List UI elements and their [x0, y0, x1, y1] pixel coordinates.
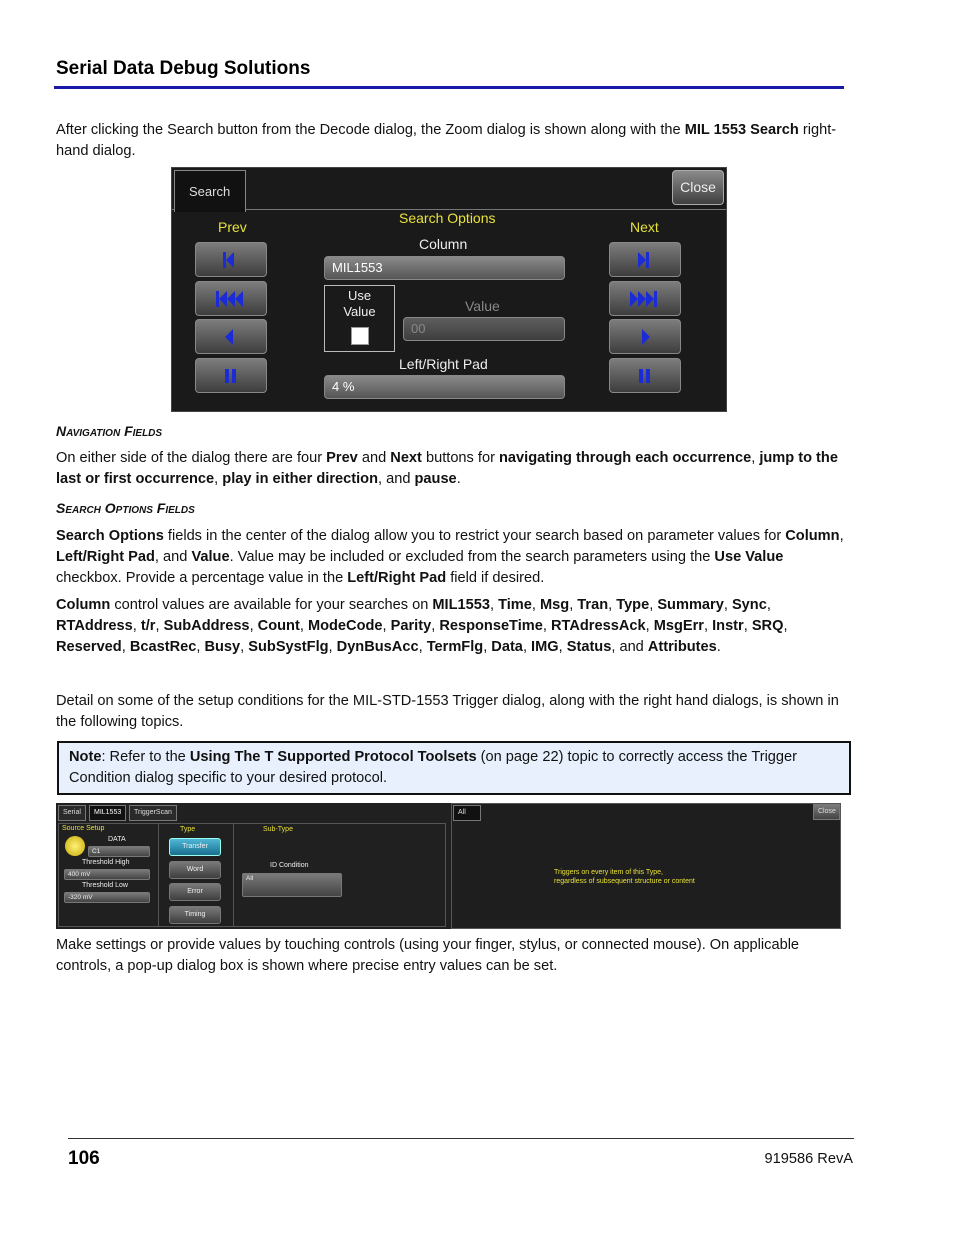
- column-value: RTAdressAck: [550, 618, 646, 634]
- pad-label: Left/Right Pad: [399, 356, 488, 372]
- use-value-control[interactable]: [324, 285, 395, 352]
- intro-text-2: right-hand dialog.: [56, 122, 837, 159]
- page-title: Serial Data Debug Solutions: [56, 58, 311, 79]
- footer-rule: [68, 1138, 854, 1139]
- search-tab-strip: [172, 168, 726, 210]
- first-occurrence-button[interactable]: [195, 281, 267, 316]
- threshold-high-label: Threshold High: [82, 859, 130, 866]
- column-value: t/r: [140, 618, 156, 634]
- trigger-message-line-2: regardless of subsequent structure or content: [554, 878, 695, 885]
- column-label: Column: [419, 236, 468, 252]
- data-label: DATA: [108, 836, 126, 843]
- play-left-icon: [212, 327, 252, 347]
- closing-paragraph: Make settings or provide values by touching controls (using your finger, stylus, or connected mouse). On applicable controls, a pop-up dialog box is shown where precise entry values can be set.: [56, 937, 800, 974]
- prev-step-button[interactable]: [195, 242, 267, 277]
- column-values-paragraph: Column control values are available for your searches on MIL1553, Time, Msg, Tran, Type, Summary, Sync, RTAddress, t/r, SubAddress, Count, ModeCode, Parity, ResponseTime, RTAdressAck, MsgErr, Instr, SRQ, Reserved, BcastRec, Busy, SubSystFlg, DynBusAcc, TermFlg, Data, IMG, Status, and Attributes.: [56, 597, 788, 655]
- id-condition-field[interactable]: All: [242, 873, 342, 897]
- play-forward-button[interactable]: [609, 319, 681, 354]
- search-tab[interactable]: Search: [174, 170, 246, 212]
- play-backward-button[interactable]: [195, 319, 267, 354]
- value-label: Value: [465, 298, 500, 314]
- threshold-low-label: Threshold Low: [82, 882, 128, 889]
- divider: [233, 823, 234, 927]
- trigger-tab-serial[interactable]: Serial: [58, 805, 86, 821]
- threshold-low-field[interactable]: -320 mV: [64, 892, 150, 903]
- source-channel-icon: [65, 836, 85, 856]
- type-transfer-button[interactable]: Transfer: [169, 838, 221, 856]
- subtype-label: Sub-Type: [263, 826, 293, 833]
- title-rule: [54, 86, 844, 89]
- search-options-label: Search Options: [399, 210, 496, 226]
- column-value: BcastRec: [129, 639, 197, 655]
- column-value: TermFlg: [426, 639, 484, 655]
- search-options-heading: Search Options Fields: [56, 500, 195, 516]
- note-link[interactable]: Using The T Supported Protocol Toolsets: [189, 749, 477, 765]
- page-number: 106: [68, 1148, 100, 1169]
- navigation-fields-paragraph: On either side of the dialog there are four Prev and Next buttons for navigating through each occurrence, jump to the last or first occurrence, play in either direction, and pause.: [56, 450, 838, 487]
- trigger-tab-triggerscan[interactable]: TriggerScan: [129, 805, 177, 821]
- column-value: ResponseTime: [439, 618, 543, 634]
- source-field[interactable]: C1: [88, 846, 150, 857]
- trigger-message-line-1: Triggers on every item of this Type,: [554, 869, 663, 876]
- column-value: ModeCode: [307, 618, 383, 634]
- column-field[interactable]: MIL1553: [324, 256, 565, 280]
- column-value: Data: [491, 639, 523, 655]
- close-button[interactable]: Close: [672, 170, 724, 205]
- use-value-checkbox[interactable]: [351, 327, 369, 345]
- jump-last-icon: [626, 289, 666, 309]
- jump-first-icon: [212, 289, 252, 309]
- trigger-right-panel: [451, 803, 841, 929]
- prev-label: Prev: [218, 219, 247, 235]
- column-value: Summary: [657, 597, 724, 613]
- column-value: Time: [498, 597, 532, 613]
- column-value: Msg: [540, 597, 570, 613]
- pause-icon: [212, 366, 252, 386]
- divider: [158, 823, 159, 927]
- note-label: Note: [69, 749, 102, 765]
- step-forward-icon: [626, 250, 666, 270]
- column-value: IMG: [531, 639, 559, 655]
- value-field[interactable]: 00: [403, 317, 565, 341]
- source-setup-label: Source Setup: [62, 825, 105, 832]
- column-value: MIL1553: [432, 597, 490, 613]
- pause-icon: [626, 366, 666, 386]
- step-back-icon: [212, 250, 252, 270]
- intro-bold-1: MIL 1553 Search: [684, 122, 799, 138]
- intro-text-1: After clicking the Search button from the Decode dialog, the Zoom dialog is shown along with the: [56, 122, 685, 138]
- navigation-fields-heading: Navigation Fields: [56, 423, 163, 439]
- column-value: MsgErr: [653, 618, 704, 634]
- column-value: SRQ: [751, 618, 784, 634]
- search-dialog: [171, 167, 727, 412]
- column-values-list: MIL1553, Time, Msg, Tran, Type, Summary, Sync, RTAddress, t/r, SubAddress, Count, ModeCode, Parity, ResponseTime, RTAdressAck, MsgErr, Instr, SRQ, Reserved, BcastRec, Busy, SubSystFlg, DynBusAcc, TermFlg, Data, IMG, Status: [56, 597, 788, 655]
- next-label: Next: [630, 219, 659, 235]
- column-value: SubSystFlg: [248, 639, 329, 655]
- trigger-dialog-screenshot: [56, 803, 841, 929]
- type-timing-button[interactable]: Timing: [169, 906, 221, 924]
- type-error-button[interactable]: Error: [169, 883, 221, 901]
- detail-paragraph: Detail on some of the setup conditions for the MIL-STD-1553 Trigger dialog, along with the right hand dialogs, is shown in the following topics.: [56, 693, 839, 730]
- column-value: Reserved: [56, 639, 122, 655]
- column-value: Busy: [204, 639, 241, 655]
- column-value: RTAddress: [56, 618, 133, 634]
- type-word-button[interactable]: Word: [169, 861, 221, 879]
- next-step-button[interactable]: [609, 242, 681, 277]
- column-value: SubAddress: [163, 618, 250, 634]
- id-condition-label: ID Condition: [270, 862, 309, 869]
- trigger-tab-mil1553[interactable]: MIL1553: [89, 805, 126, 821]
- column-value: Parity: [390, 618, 432, 634]
- note-box: Note: Refer to the Using The T Supported Protocol Toolsets (on page 22) topic to correctly access the Trigger Condition dialog specific to your desired protocol.: [57, 741, 851, 795]
- next-pause-button[interactable]: [609, 358, 681, 393]
- type-label: Type: [180, 826, 196, 833]
- prev-pause-button[interactable]: [195, 358, 267, 393]
- pad-field[interactable]: 4 %: [324, 375, 565, 399]
- column-value: Sync: [731, 597, 767, 613]
- column-value: Tran: [577, 597, 609, 613]
- column-value: Count: [257, 618, 300, 634]
- right-close-button[interactable]: Close: [813, 804, 840, 820]
- use-value-label: Use Value: [343, 288, 376, 319]
- column-value: Type: [616, 597, 650, 613]
- column-value: Instr: [712, 618, 744, 634]
- search-options-paragraph: Search Options fields in the center of the dialog allow you to restrict your search based on parameter values for Column, Left/Right Pad, and Value. Value may be included or excluded from the search parameters using the Use Value checkbox. Provide a percentage value in the Left/Right Pad field if desired.: [56, 528, 844, 586]
- intro-paragraph: [56, 120, 846, 162]
- last-occurrence-button[interactable]: [609, 281, 681, 316]
- right-tab-all[interactable]: All: [453, 805, 481, 821]
- document-id: 919586 RevA: [764, 1151, 853, 1167]
- column-value: Status: [566, 639, 612, 655]
- play-right-icon: [626, 327, 666, 347]
- threshold-high-field[interactable]: 400 mV: [64, 869, 150, 880]
- column-value: DynBusAcc: [336, 639, 419, 655]
